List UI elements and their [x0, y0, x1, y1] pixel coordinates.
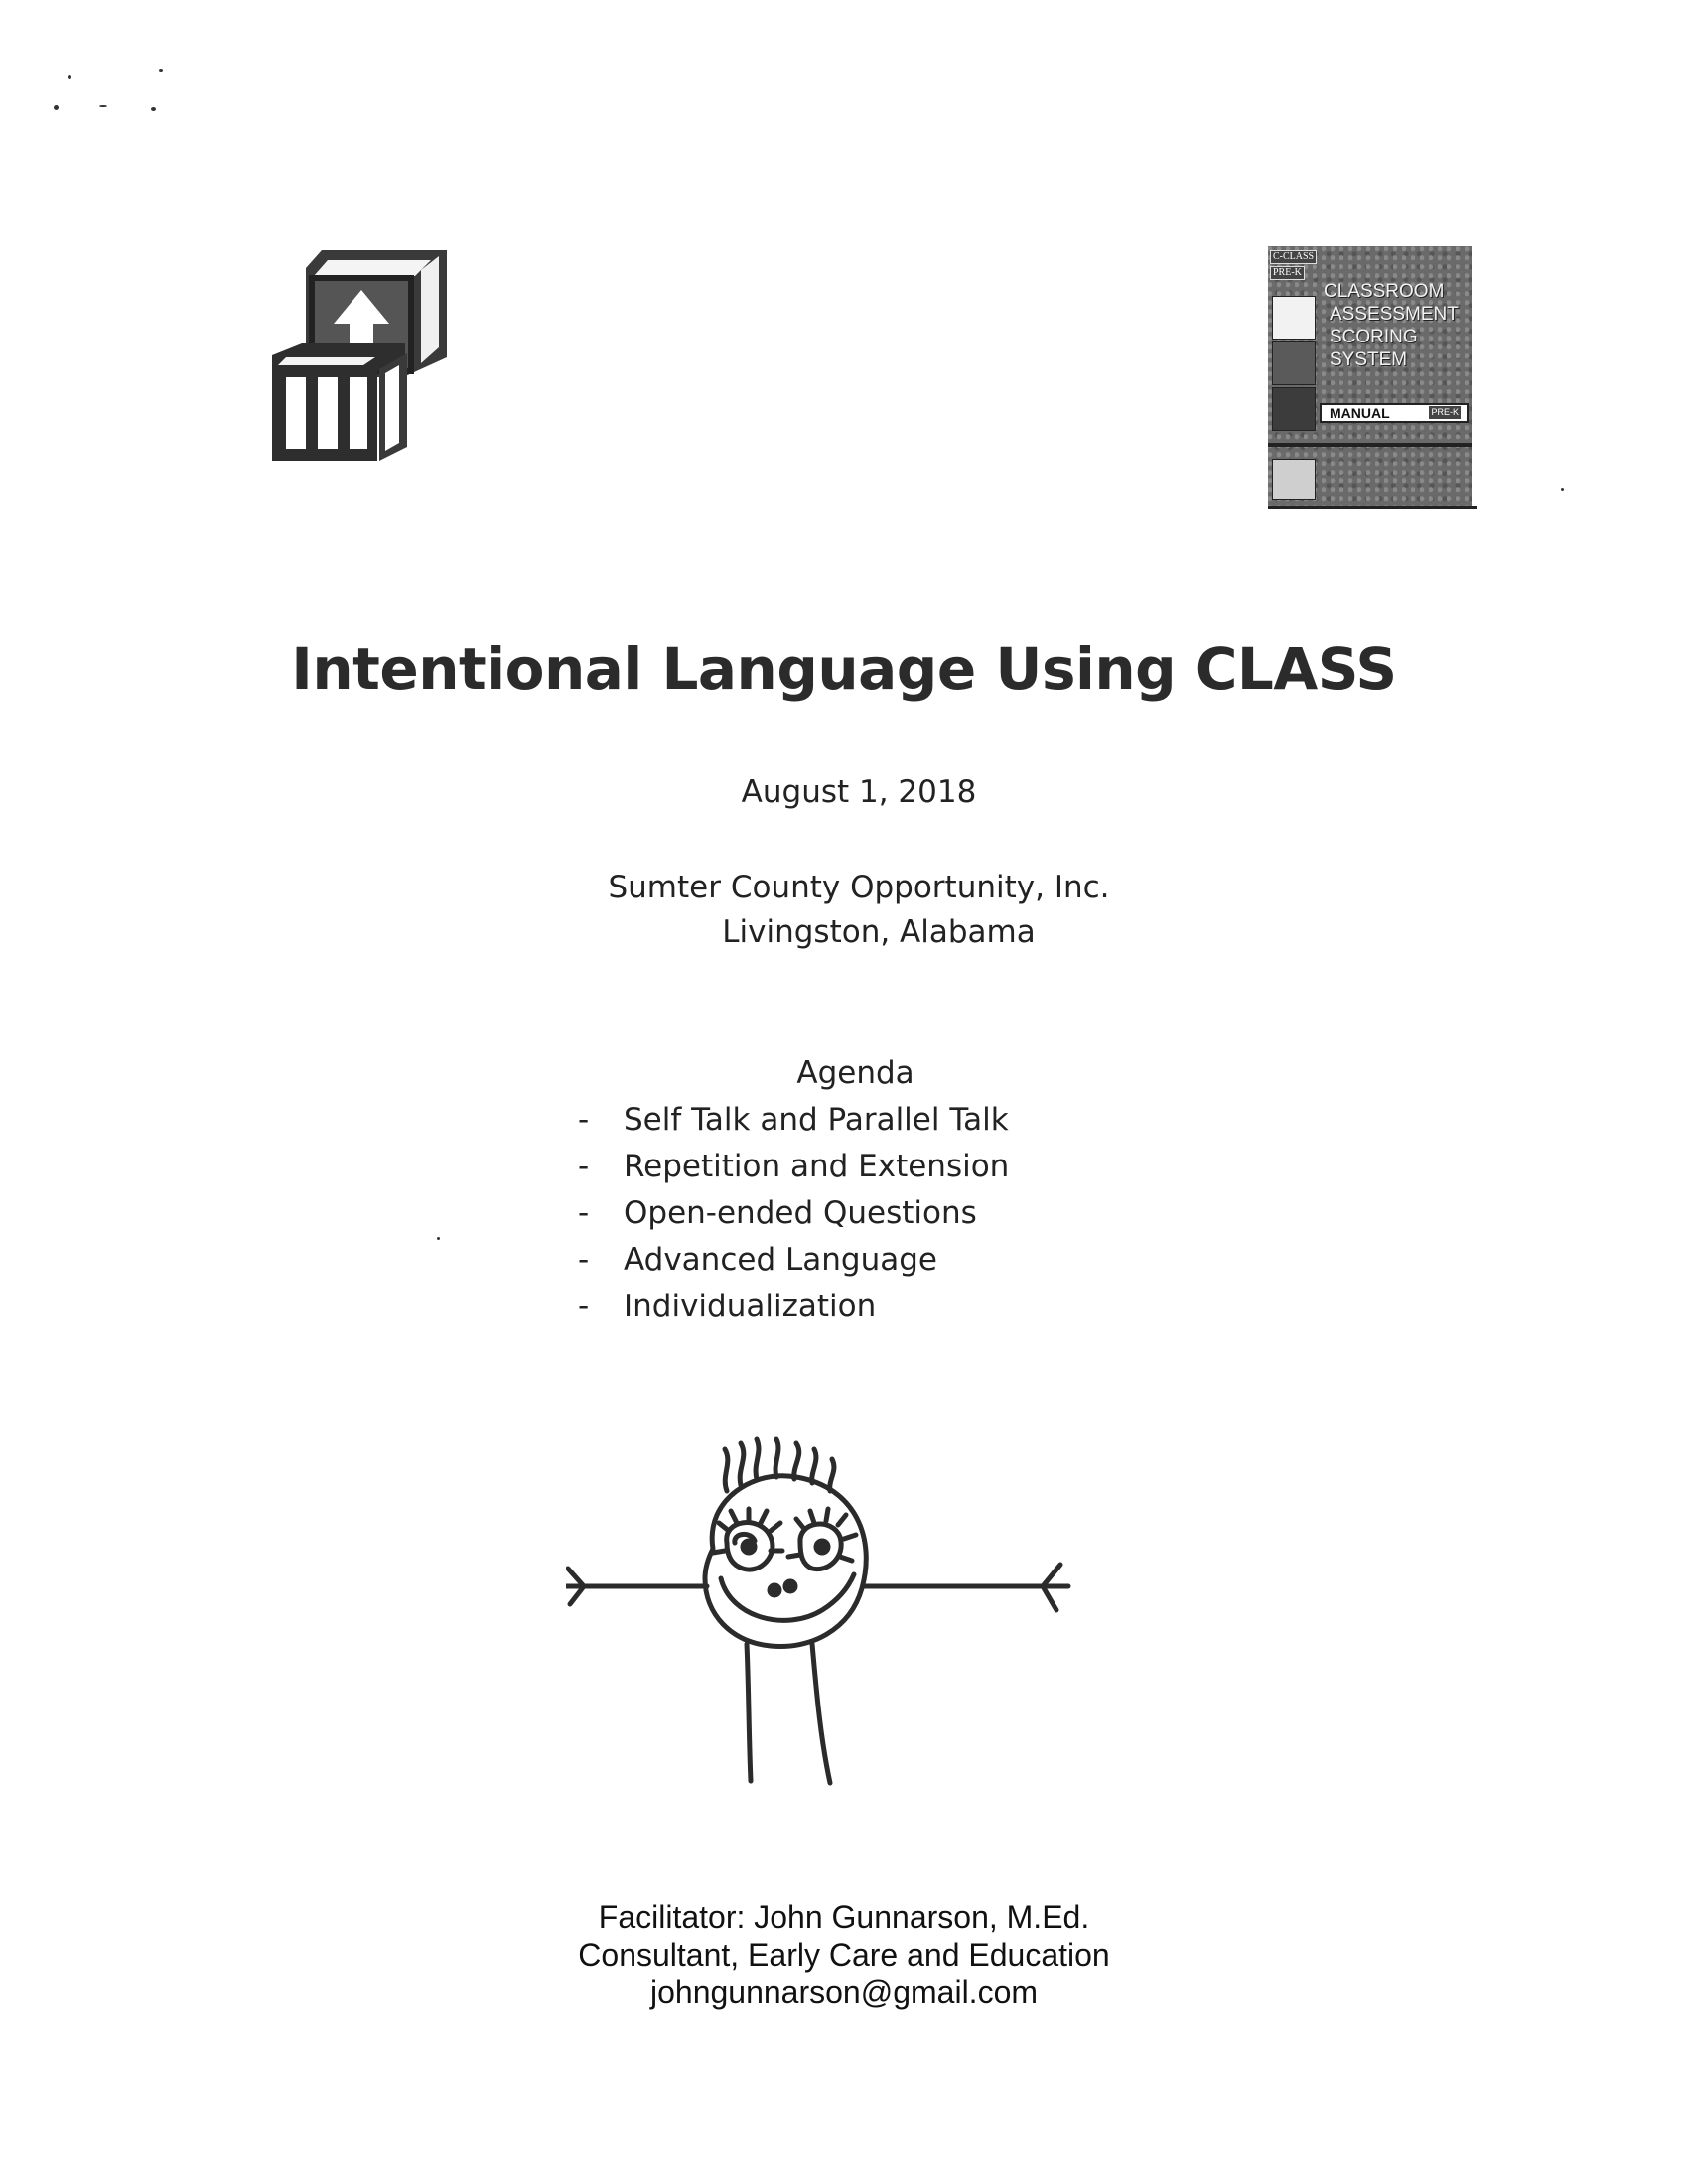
agenda-item-text: Self Talk and Parallel Talk [624, 1102, 1009, 1138]
manual-title-line: SCORING [1330, 327, 1418, 347]
agenda-bullet: - [578, 1195, 590, 1231]
manual-badge: PRE-K [1431, 407, 1459, 417]
organization-location: Livingston, Alabama [722, 914, 1036, 950]
manual-label: MANUAL [1330, 405, 1390, 421]
agenda-heading: Agenda [796, 1055, 914, 1091]
agenda-item-text: Repetition and Extension [624, 1149, 1010, 1184]
manual-bottom-edge [1268, 506, 1477, 509]
event-date: August 1, 2018 [741, 774, 977, 810]
blocks-logo [266, 248, 451, 469]
scan-speck [1561, 488, 1564, 491]
manual-divider [1268, 443, 1472, 447]
stick-figure-drawing [566, 1420, 1122, 1817]
manual-swatch-dark [1272, 387, 1316, 431]
agenda-item-text: Open-ended Questions [624, 1195, 977, 1231]
scan-speck [68, 75, 71, 79]
scan-speck [437, 1237, 440, 1240]
manual-swatch-bottom [1272, 459, 1316, 500]
facilitator-role: Consultant, Early Care and Education [578, 1937, 1110, 1973]
agenda-bullet: - [578, 1289, 590, 1324]
manual-label-bar [1320, 403, 1469, 423]
scan-speck [99, 105, 107, 107]
agenda-item-text: Individualization [624, 1289, 877, 1324]
facilitator-block [0, 1898, 1688, 2011]
scan-speck [54, 105, 59, 110]
agenda-item-text: Advanced Language [624, 1242, 937, 1278]
scan-speck [151, 107, 156, 111]
page-title: Intentional Language Using CLASS [291, 635, 1397, 703]
facilitator-name: Facilitator: John Gunnarson, M.Ed. [598, 1899, 1090, 1935]
agenda-bullet: - [578, 1149, 590, 1184]
manual-swatch-light [1272, 296, 1316, 340]
manual-tab-sub: PRE-K [1270, 266, 1305, 280]
class-manual-cover [1268, 246, 1477, 512]
manual-tab-top: C-CLASS [1270, 250, 1317, 264]
scan-speck [159, 69, 163, 72]
manual-title-line: SYSTEM [1330, 349, 1408, 370]
manual-title-line: CLASSROOM [1324, 281, 1445, 302]
manual-title-line: ASSESSMENT [1330, 304, 1459, 325]
manual-title [1324, 280, 1473, 371]
agenda-bullet: - [578, 1102, 590, 1138]
organization-name: Sumter County Opportunity, Inc. [608, 870, 1110, 905]
facilitator-email[interactable]: johngunnarson@gmail.com [649, 1975, 1039, 2010]
manual-swatch-mid [1272, 341, 1316, 385]
agenda-bullet: - [578, 1242, 590, 1278]
